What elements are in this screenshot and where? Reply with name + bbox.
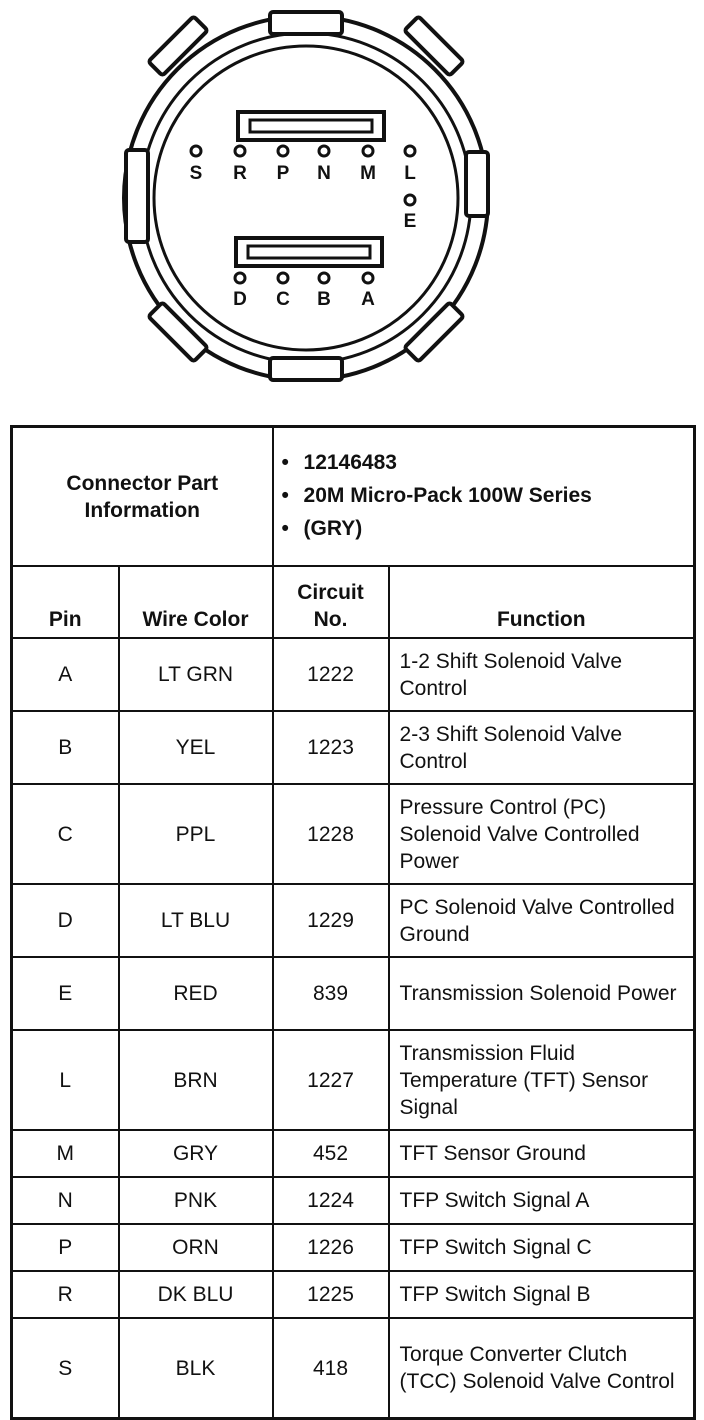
pin-label-n: N xyxy=(317,163,331,184)
row-pin: N xyxy=(12,1177,119,1224)
pin-label-d: D xyxy=(233,289,247,310)
row-circuit: 1223 xyxy=(273,711,389,784)
row-function: 2-3 Shift Solenoid Valve Control xyxy=(389,711,695,784)
pin-label-s: S xyxy=(189,163,203,184)
row-wire-color: LT BLU xyxy=(119,884,273,957)
row-function: 1-2 Shift Solenoid Valve Control xyxy=(389,638,695,711)
row-wire-color: ORN xyxy=(119,1224,273,1271)
row-wire-color: BLK xyxy=(119,1318,273,1419)
pin-label-r: R xyxy=(233,163,247,184)
row-circuit: 1222 xyxy=(273,638,389,711)
row-function: TFP Switch Signal C xyxy=(389,1224,695,1271)
row-function: TFP Switch Signal A xyxy=(389,1177,695,1224)
pin-label-e: E xyxy=(403,211,417,232)
pin-label-l: L xyxy=(404,163,416,184)
row-function: PC Solenoid Valve Controlled Ground xyxy=(389,884,695,957)
row-pin: A xyxy=(12,638,119,711)
row-wire-color: YEL xyxy=(119,711,273,784)
table-row xyxy=(12,1318,695,1419)
part-info-row xyxy=(12,427,695,567)
table-row xyxy=(12,884,695,957)
pin-label-c: C xyxy=(276,289,290,310)
row-pin: L xyxy=(12,1030,119,1130)
table-row xyxy=(12,711,695,784)
row-pin: E xyxy=(12,957,119,1030)
pin-label-a: A xyxy=(361,289,375,310)
row-circuit: 452 xyxy=(273,1130,389,1177)
row-pin: B xyxy=(12,711,119,784)
pin-label-b: B xyxy=(317,289,331,310)
row-pin: M xyxy=(12,1130,119,1177)
header-circuit-no: Circuit No. xyxy=(273,566,389,638)
terminal-blocks xyxy=(236,112,384,266)
row-wire-color: GRY xyxy=(119,1130,273,1177)
row-circuit: 1226 xyxy=(273,1224,389,1271)
row-function: TFT Sensor Ground xyxy=(389,1130,695,1177)
table-row xyxy=(12,1030,695,1130)
row-pin: D xyxy=(12,884,119,957)
row-circuit: 1227 xyxy=(273,1030,389,1130)
row-wire-color: BRN xyxy=(119,1030,273,1130)
row-wire-color: LT GRN xyxy=(119,638,273,711)
row-pin: R xyxy=(12,1271,119,1318)
table-row xyxy=(12,957,695,1030)
row-wire-color: DK BLU xyxy=(119,1271,273,1318)
table-row xyxy=(12,638,695,711)
row-circuit: 1224 xyxy=(273,1177,389,1224)
row-pin: C xyxy=(12,784,119,884)
row-function: Pressure Control (PC) Solenoid Valve Controlled Power xyxy=(389,784,695,884)
connector-color: • (GRY) xyxy=(304,515,686,542)
table-row xyxy=(12,1271,695,1318)
header-wire-color: Wire Color xyxy=(119,566,273,638)
row-function: Torque Converter Clutch (TCC) Solenoid Valve Control xyxy=(389,1318,695,1419)
row-pin: S xyxy=(12,1318,119,1419)
part-info-list xyxy=(282,449,686,542)
row-circuit: 1228 xyxy=(273,784,389,884)
header-function: Function xyxy=(389,566,695,638)
connector-face-diagram xyxy=(0,0,704,390)
row-circuit: 418 xyxy=(273,1318,389,1419)
row-circuit: 1225 xyxy=(273,1271,389,1318)
table-row xyxy=(12,1224,695,1271)
row-function: TFP Switch Signal B xyxy=(389,1271,695,1318)
table-row xyxy=(12,1177,695,1224)
part-number: • 12146483 xyxy=(304,449,686,476)
table-row xyxy=(12,784,695,884)
connector-pinout-table xyxy=(10,425,696,1420)
row-circuit: 1229 xyxy=(273,884,389,957)
row-wire-color: RED xyxy=(119,957,273,1030)
row-circuit: 839 xyxy=(273,957,389,1030)
connector-series: • 20M Micro-Pack 100W Series xyxy=(304,482,686,509)
table-row xyxy=(12,1130,695,1177)
row-wire-color: PPL xyxy=(119,784,273,884)
row-pin: P xyxy=(12,1224,119,1271)
table-header-row xyxy=(12,566,695,638)
header-pin: Pin xyxy=(12,566,119,638)
row-function: Transmission Fluid Temperature (TFT) Sensor Signal xyxy=(389,1030,695,1130)
part-info-details xyxy=(273,427,695,567)
pin-label-p: P xyxy=(276,163,290,184)
pin-label-m: M xyxy=(360,163,376,184)
row-function: Transmission Solenoid Power xyxy=(389,957,695,1030)
part-info-label: Connector Part Information xyxy=(12,427,273,567)
row-wire-color: PNK xyxy=(119,1177,273,1224)
